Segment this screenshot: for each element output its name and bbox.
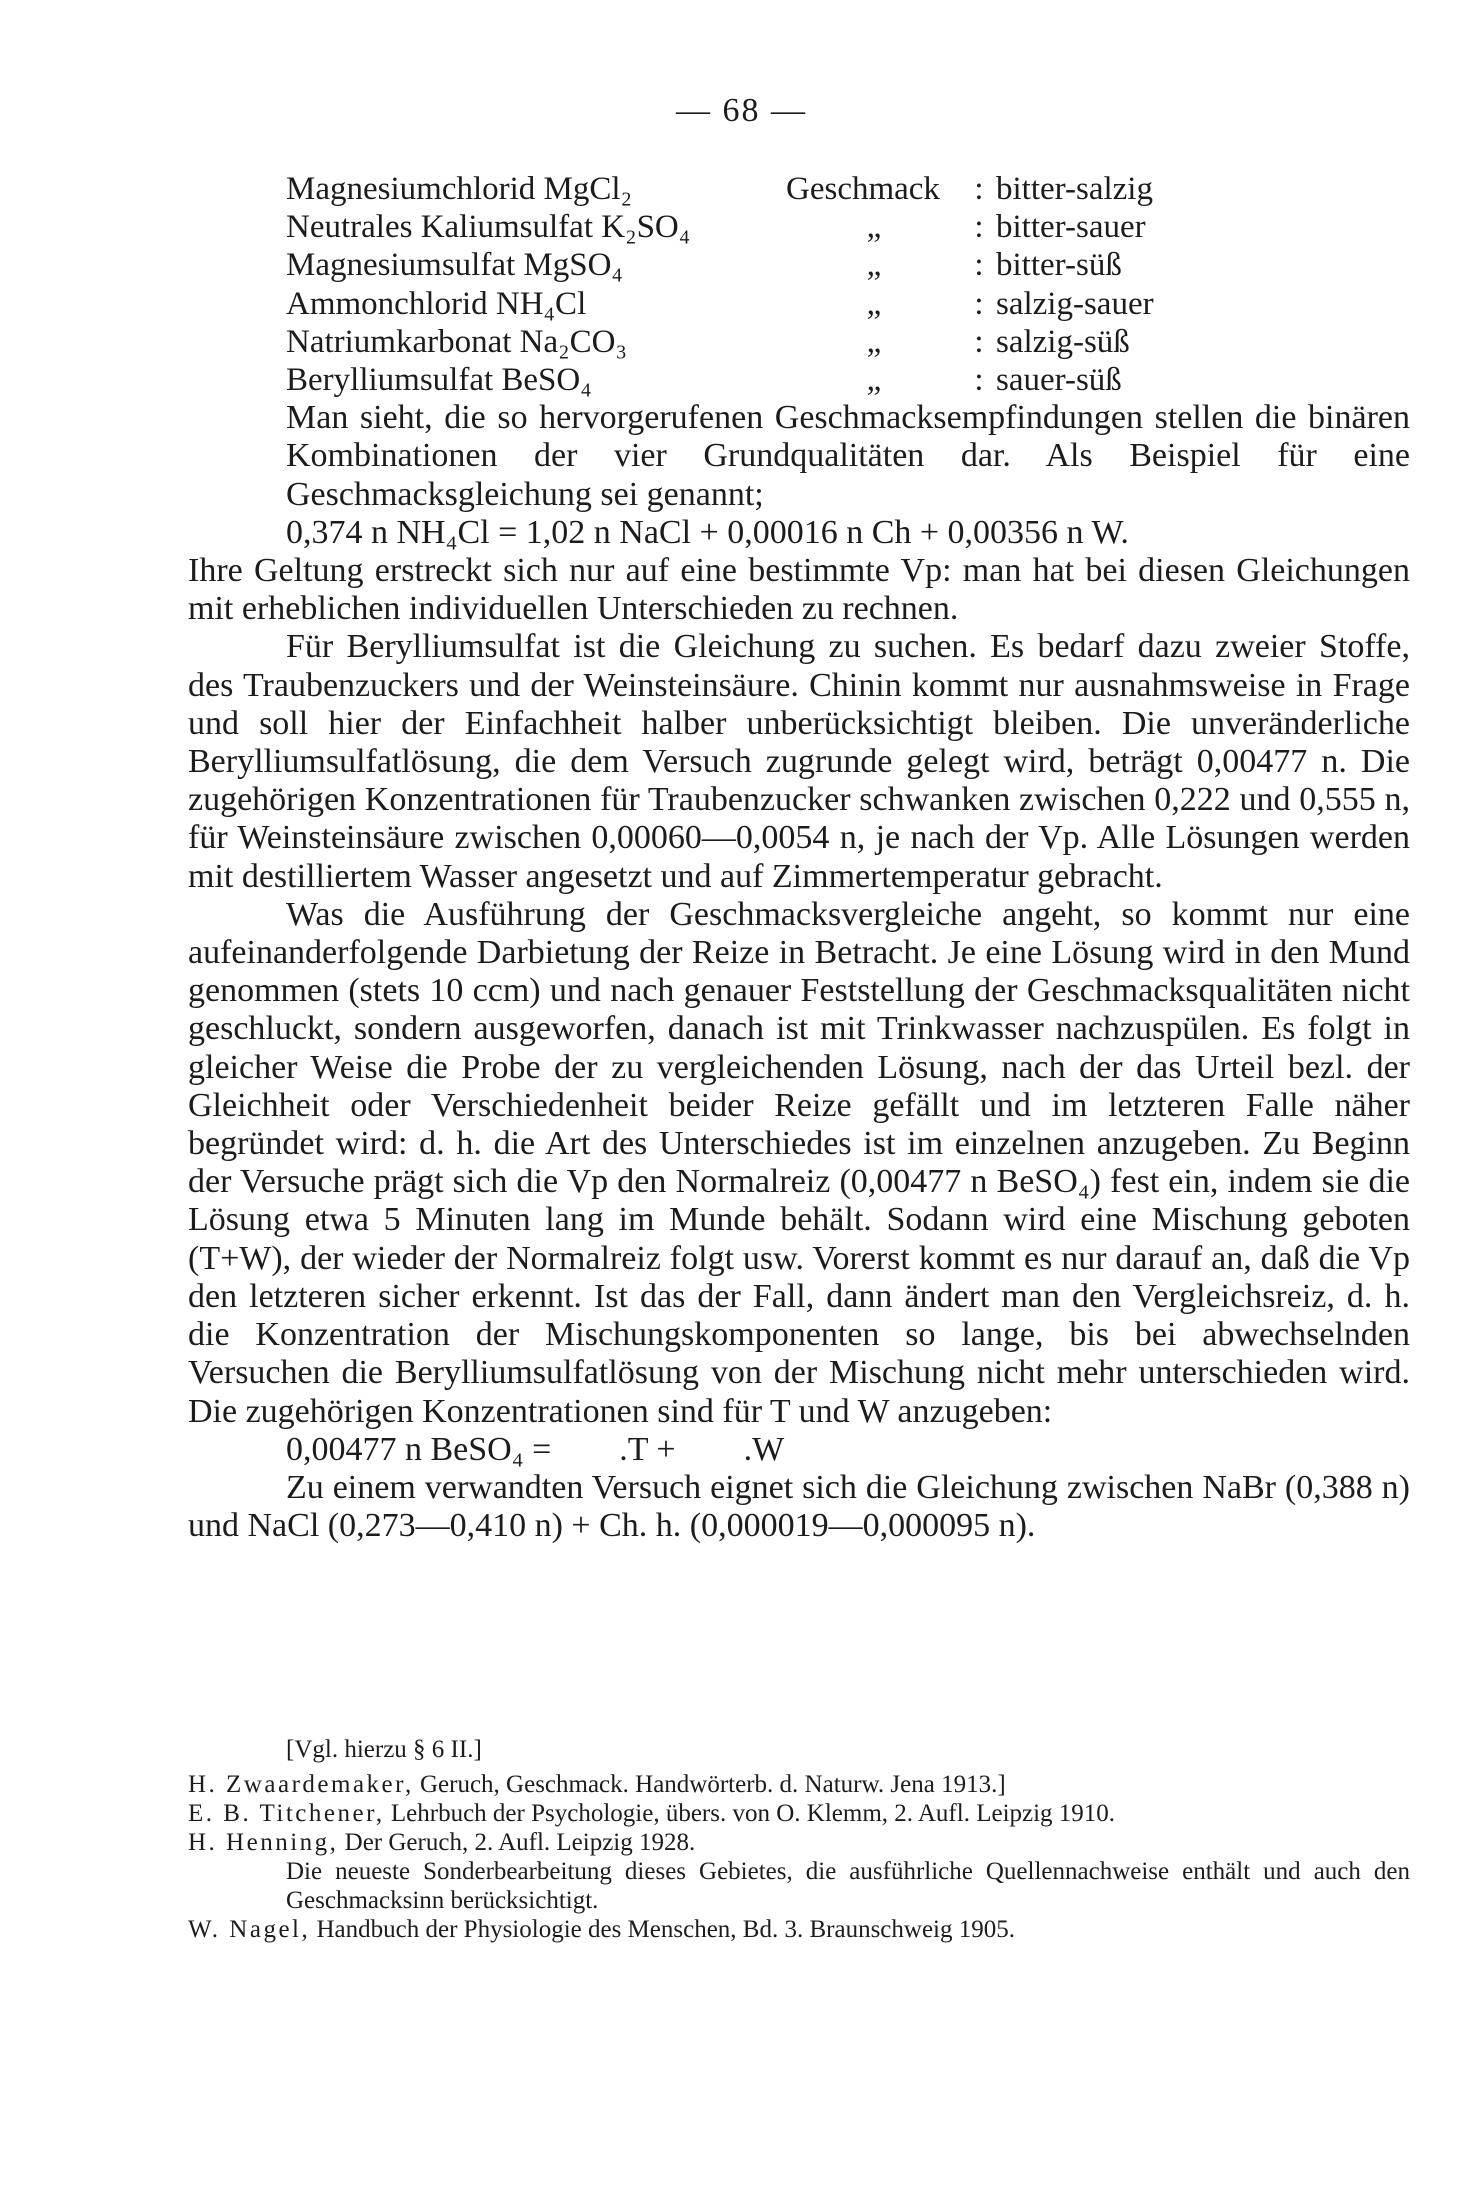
table-row — [286, 323, 1200, 361]
cross-reference: [Vgl. hierzu § 6 II.] — [286, 1736, 482, 1763]
reference-note: Die neueste Sonderbearbeitung dieses Gebietes, die ausführliche Quellennachweise enthält und auch den Geschmacksinn berücksichtigt. — [286, 1858, 1410, 1914]
salt-name: Natriumkarbonat Na₂CO₃ — [286, 323, 628, 360]
colon: : — [974, 171, 984, 207]
salt-name: Berylliumsulfat BeSO₄ — [286, 362, 592, 399]
reference-author: H. Zwaardemaker, — [188, 1771, 414, 1798]
taste-value: sauer-süß — [996, 362, 1122, 399]
paragraph: Man sieht, die so hervorgerufenen Geschmacksempfindungen stellen die binären Kombinationen der vier Grundqualitäten dar. Als Beispiel für eine Geschmacksgleichung sei genannt; — [286, 399, 1410, 513]
table-row — [286, 246, 1200, 284]
table-row — [286, 170, 1200, 208]
reference-item — [188, 1799, 1410, 1828]
reference-item — [188, 1828, 1410, 1857]
reference-text: Handbuch der Physiologie des Menschen, Bd. 3. Braunschweig 1905. — [316, 1916, 1015, 1943]
reference-author: E. B. Titchener, — [188, 1800, 385, 1827]
taste-value: bitter-sauer — [996, 209, 1146, 246]
reference-text: Geruch, Geschmack. Handwörterb. d. Naturw. Jena 1913.] — [419, 1771, 1006, 1798]
taste-value: bitter-süß — [996, 247, 1122, 284]
equation: 0,00477 n BeSO₄ = .T + .W — [286, 1430, 785, 1468]
table-row — [286, 208, 1200, 246]
ditto-mark: „ — [866, 285, 882, 322]
salt-name: Neutrales Kaliumsulfat K₂SO₄ — [286, 209, 691, 246]
ditto-mark: „ — [866, 362, 882, 399]
table-row — [286, 361, 1200, 399]
reference-author: H. Henning, — [188, 1829, 339, 1856]
paragraph: Zu einem verwandten Versuch eignet sich die Gleichung zwischen NaBr (0,388 n) und NaCl (0,273—0,410 n) + Ch. h. (0,000019—0,000095 n). — [188, 1468, 1410, 1545]
colon: : — [974, 362, 984, 399]
references — [188, 1735, 1410, 1944]
taste-value: bitter-salzig — [996, 171, 1153, 207]
reference-author: W. Nagel, — [188, 1916, 311, 1943]
taste-value: salzig-süß — [996, 323, 1130, 360]
salt-name: Ammonchlorid NH₄Cl — [286, 285, 587, 322]
colon: : — [974, 323, 984, 360]
equation: 0,374 n NH₄Cl = 1,02 n NaCl + 0,00016 n Ch + 0,00356 n W. — [286, 513, 1129, 551]
table-row — [286, 285, 1200, 323]
colon: : — [974, 247, 984, 284]
reference-text: Lehrbuch der Psychologie, übers. von O. Klemm, 2. Aufl. Leipzig 1910. — [390, 1800, 1116, 1827]
salt-name: Magnesiumsulfat MgSO₄ — [286, 247, 623, 284]
paragraph: Ihre Geltung erstreckt sich nur auf eine bestimmte Vp: man hat bei diesen Gleichungen mit erheblichen individuellen Unterschieden zu rechnen. — [188, 552, 1410, 628]
salt-taste-table — [286, 170, 1200, 399]
ditto-mark: „ — [866, 323, 882, 360]
geschmack-label: Geschmack — [786, 171, 940, 207]
page-number: — 68 — — [676, 92, 807, 129]
paragraph: Für Berylliumsulfat ist die Gleichung zu suchen. Es bedarf dazu zweier Stoffe, des Traubenzuckers und der Weinsteinsäure. Chinin kommt nur ausnahmsweise in Frage und soll hier der Einfachheit halber unberücksichtigt bleiben. Die unveränderliche Berylliumsulfatlösung, die dem Versuch zugrunde gelegt wird, beträgt 0,00477 n. Die zugehörigen Konzentrationen für Traubenzucker schwanken zwischen 0,222 und 0,555 n, für Weinsteinsäure zwischen 0,00060—0,0054 n, je nach der Vp. Alle Lösungen werden mit destilliertem Wasser angesetzt und auf Zimmertemperatur gebracht. — [188, 628, 1410, 895]
salt-name: Magnesiumchlorid MgCl₂ — [286, 171, 633, 207]
ditto-mark: „ — [866, 247, 882, 284]
ditto-mark: „ — [866, 209, 882, 246]
reference-item — [188, 1770, 1410, 1799]
reference-item — [188, 1915, 1410, 1944]
main-text — [188, 170, 1410, 1545]
colon: : — [974, 285, 984, 322]
paragraph: Was die Ausführung der Geschmacksvergleiche angeht, so kommt nur eine aufeinanderfolgende Darbietung der Reize in Betracht. Je eine Lösung wird in den Mund genommen (stets 10 ccm) und nach genauer Feststellung der Geschmacksqualitäten nicht geschluckt, sondern ausgeworfen, danach ist mit Trinkwasser nachzuspülen. Es folgt in gleicher Weise die Probe der zu vergleichenden Lösung, nach der das Urteil bezl. der Gleichheit oder Verschiedenheit beider Reize gefällt und im letzteren Falle näher begründet wird: d. h. die Art des Unterschiedes ist im einzelnen anzugeben. Zu Beginn der Versuche prägt sich die Vp den Normalreiz (0,00477 n BeSO₄) fest ein, indem sie die Lösung etwa 5 Minuten lang im Munde behält. Sodann wird eine Mischung geboten (T+W), der wieder der Normalreiz folgt usw. Vorerst kommt es nur darauf an, daß die Vp den letzteren sicher erkennt. Ist das der Fall, dann ändert man den Vergleichsreiz, d. h. die Konzentration der Mischungskomponenten so lange, bis bei abwechselnden Versuchen die Berylliumsulfatlösung von der Mischung nicht mehr unterschieden wird. Die zugehörigen Konzentrationen sind für T und W anzugeben: — [188, 895, 1410, 1430]
colon: : — [974, 209, 984, 246]
taste-value: salzig-sauer — [996, 285, 1154, 322]
reference-text: Der Geruch, 2. Aufl. Leipzig 1928. — [344, 1829, 696, 1856]
